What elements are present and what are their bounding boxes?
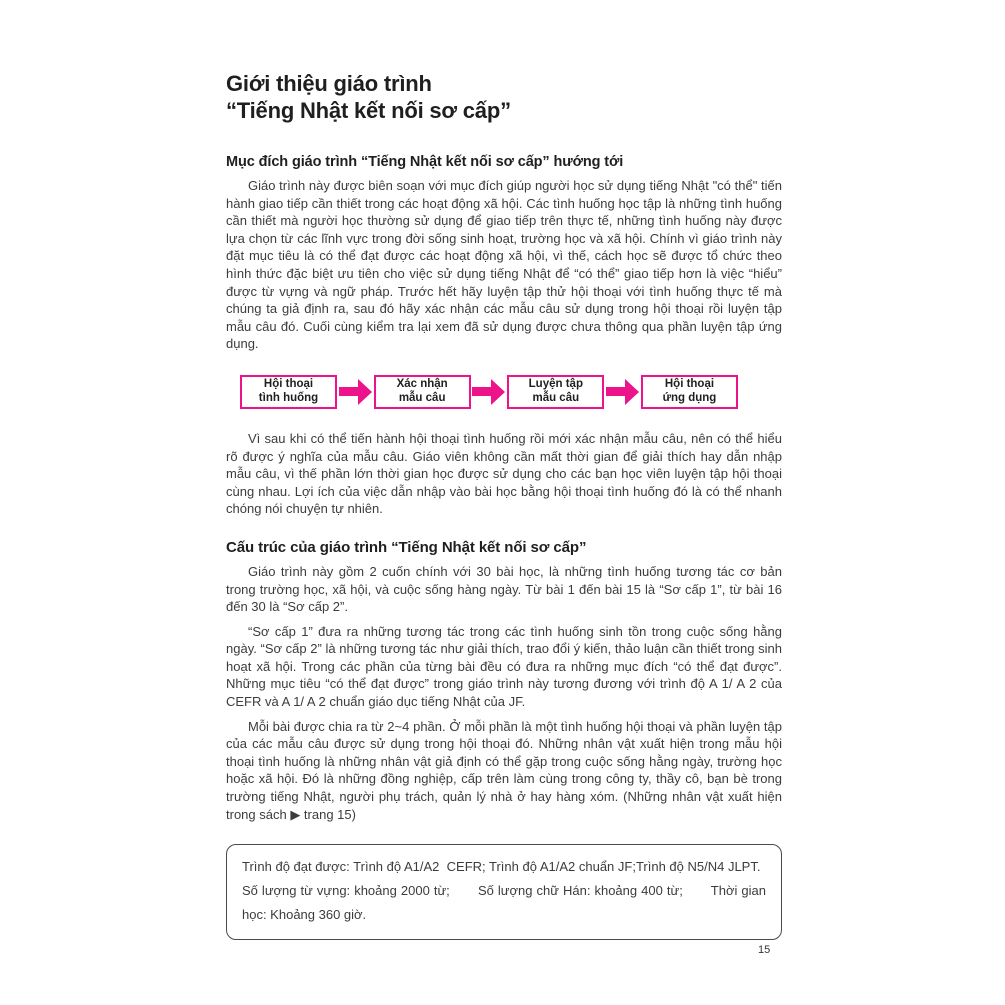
section-heading-structure: Cấu trúc của giáo trình “Tiếng Nhật kết nối sơ cấp”	[226, 538, 587, 556]
level-summary-box	[226, 844, 782, 940]
flow-arrow-icon	[472, 379, 505, 405]
flow-arrow-icon	[339, 379, 372, 405]
flow-step-label: Hội thoại	[664, 378, 715, 391]
paragraph-purpose-2: Vì sau khi có thể tiến hành hội thoại tình huống rồi mới xác nhận mẫu câu, nên có thể hiểu rõ được ý nghĩa của mẫu câu. Giáo viên không cần mất thời gian để giải thích hay dẫn nhập mẫu câu, vì thế phần lớn thời gian học được sử dụng cho các bạn học viên luyện tập hội thoại cùng nhau. Lợi ích của việc dẫn nhập vào bài học bằng hội thoại tình huống đó là có thể nhanh chóng nói chuyện tự nhiên.	[226, 430, 782, 517]
page-title-line2: “Tiếng Nhật kết nối sơ cấp”	[226, 98, 511, 123]
paragraph-structure-3: Mỗi bài được chia ra từ 2~4 phần. Ở mỗi phần là một tình huống hội thoại và phần luyện tập của các mẫu câu được sử dụng trong hội thoại đó. Những nhân vật xuất hiện trong mẫu hội thoại tình huống là những nhân vật giả định có thể gặp trong cuộc sống hằng ngày, trường học hoặc xã hội. Đó là những đồng nghiệp, cấp trên làm cùng trong công ty, thầy cô, bạn bè trong trường tiếng Nhật, người phụ trách, quản lý nhà ở hay hàng xóm. (Những nhân vật xuất hiện trong sách ▶ trang 15)	[226, 718, 782, 822]
flow-step-situational-dialogue	[240, 375, 337, 409]
section-heading-purpose: Mục đích giáo trình “Tiếng Nhật kết nối sơ cấp” hướng tới	[226, 154, 624, 170]
flow-step-practice-patterns	[507, 375, 604, 409]
page-content	[226, 70, 782, 940]
paragraph-structure-2: “Sơ cấp 1” đưa ra những tương tác trong các tình huống sinh tồn trong cuộc sống hằng ngày. “Sơ cấp 2” là những tương tác như giải thích, trao đổi ý kiến, thảo luận cần thiết trong sinh hoạt xã hội. Trong các phần của từng bài đều có đưa ra những mục đích “có thể đạt được”. Những mục tiêu “có thể đạt được” trong giáo trình này tương đương với trình độ A 1/ A 2 của CEFR và A 1/ A 2 chuẩn giáo dục tiếng Nhật của JF.	[226, 623, 782, 710]
learning-flow-diagram	[240, 375, 738, 409]
paragraph-structure-1: Giáo trình này gồm 2 cuốn chính với 30 bài học, là những tình huống tương tác cơ bản trong trường học, xã hội, và cuộc sống hàng ngày. Từ bài 1 đến bài 15 là “Sơ cấp 1”, từ bài 16 đến 30 là “Sơ cấp 2”.	[226, 563, 782, 615]
flow-step-label: Xác nhận	[396, 378, 448, 391]
flow-step-label: ứng dụng	[662, 391, 717, 404]
page-number: 15	[758, 944, 771, 956]
flow-step-label: Hội thoại	[263, 378, 314, 391]
level-summary-line2: Số lượng từ vựng: khoảng 2000 từ; Số lượng chữ Hán: khoảng 400 từ; Thời gian học: Khoảng 360 giờ.	[242, 883, 770, 923]
flow-arrow-icon	[606, 379, 639, 405]
flow-step-label: mẫu câu	[398, 391, 446, 404]
flow-step-label: Luyện tập	[528, 378, 583, 391]
flow-step-label: tình huống	[258, 391, 319, 404]
flow-step-confirm-patterns	[374, 375, 471, 409]
flow-step-label: mẫu câu	[532, 391, 580, 404]
paragraph-purpose-1: Giáo trình này được biên soạn với mục đích giúp người học sử dụng tiếng Nhật "có thể" tiến hành giao tiếp cần thiết trong các hoạt động xã hội. Các tình huống học tập là những tình huống cần thiết mà người học thường sử dụng để giao tiếp trên thực tế, những tình huống này được lựa chọn từ các lĩnh vực trong đời sống sinh hoạt, trường học và xã hội. Chính vì giáo trình này đặt mục tiêu là có thể đạt được các hoạt động xã hội, vì thế, cách học sẽ được tổ chức theo hình thức đặc biệt ưu tiên cho việc sử dụng tiếng Nhật để “có thể” giao tiếp hơn là việc “hiểu” được từ vựng và ngữ pháp. Trước hết hãy luyện tập thử hội thoại với tình huống thực tế mà chúng ta giả định ra, sau đó hãy xác nhận các mẫu câu sử dụng trong hội thoại rồi luyện tập mẫu câu đó. Cuối cùng kiểm tra lại xem đã sử dụng được chưa thông qua phần luyện tập ứng dụng.	[226, 178, 782, 352]
page-title	[226, 70, 782, 124]
page-title-line1: Giới thiệu giáo trình	[226, 71, 432, 96]
level-summary-line1: Trình độ đạt được: Trình độ A1/A2 CEFR; Trình độ A1/A2 chuẩn JF;Trình độ N5/N4 JLPT.	[242, 859, 761, 875]
flow-step-applied-dialogue	[641, 375, 738, 409]
